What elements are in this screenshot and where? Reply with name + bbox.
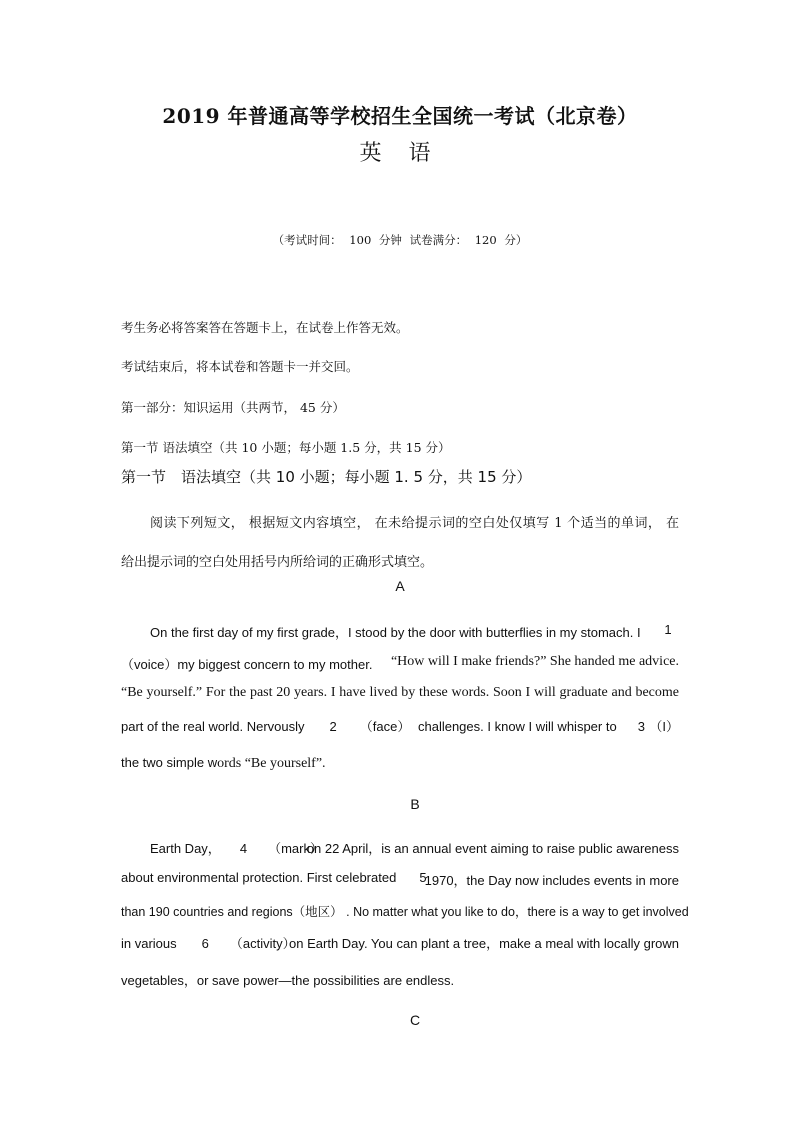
passage-b-text: 1970，the Day now includes events in more [424,873,679,888]
exam-info: （考试时间： 100 分钟 试卷满分： 120 分） [272,233,528,247]
section-one-heading-small: 第一节 语法填空（共 10 小题；每小题 1.5 分，共 15 分） [121,440,451,455]
passage-b-line-5 [121,970,679,989]
blank-5: 5 [419,870,427,885]
passage-a-text: the two simple w [121,755,218,770]
passage-a-line-1 [150,622,679,641]
hint-6: （activity） [229,936,296,951]
blank-4: 4 [239,841,248,856]
passage-b-text: on 22 April，is an annual event aiming to raise public awareness [306,841,679,856]
note-return-papers: 考试结束后，将本试卷和答题卡一并交回。 [121,359,359,374]
passage-b-text: about environmental protection. First celebrated [121,870,397,885]
passage-a-label: A [395,578,405,594]
passage-b-text: Earth Day， [150,841,221,856]
hint-2: （face） [359,719,411,734]
exam-title: 2019 年普通高等学校招生全国统一考试（北京卷） [162,104,638,128]
passage-a-line-5 [121,755,679,772]
blank-3: 3 [637,719,645,734]
subject-title: 英 语 [359,141,441,166]
passage-b-text: than 190 countries and regions（地区） . No matter what you like to do，there is a way to get involved [121,905,689,919]
blank-2: 2 [329,719,337,734]
instructions-line-2: 给出提示词的空白处用括号内所给词的正确形式填空。 [121,555,434,570]
blank-1: 1 [664,622,672,637]
passage-b-line-2 [121,870,679,888]
section-one-heading-large: 第一节 语法填空（共 10 小题；每小题 1. 5 分，共 15 分） [121,468,532,486]
passage-b-label: B [410,796,420,812]
note-answer-sheet: 考生务必将答案答在答题卡上，在试卷上作答无效。 [121,320,409,335]
passage-a-quote: “How will I make friends?” She handed me advice. [390,654,679,669]
passage-a-text: part of the real world. Nervously [121,719,305,734]
passage-a-text: challenges. I know I will whisper to [417,719,617,734]
part-one-heading: 第一部分：知识运用（共两节， 45 分） [121,400,345,415]
passage-a-text: “Be yourself.” For the past 20 years. I have lived by these words. Soon I will graduate and become [121,685,679,700]
passage-a-line-2 [121,654,679,673]
hint-4: （mark） [268,841,323,856]
passage-b-line-1 [150,838,679,857]
passage-b-line-3 [121,902,689,920]
instructions-line-1: 阅读下列短文， 根据短文内容填空， 在未给提示词的空白处仅填写 1 个适当的单词， 在 [150,516,679,531]
passage-b-text: in various [121,936,177,951]
blank-6: 6 [201,936,209,951]
passage-a-text: On the first day of my first grade，I stood by the door with butterflies in my stomach. I [150,625,641,640]
passage-a-text: ords “Be yourself”. [217,756,326,771]
passage-a-text: （voice）my biggest concern to my mother. [121,657,373,672]
passage-b-text: on Earth Day. You can plant a tree，make a meal with locally grown [289,936,679,951]
passage-c-label: C [409,1012,421,1028]
passage-b-text: vegetables，or save power—the possibilities are endless. [121,973,455,988]
passage-a-line-4 [121,716,679,735]
passage-b-line-4 [121,933,679,952]
passage-a-line-3 [121,685,679,701]
hint-3: （I） [649,719,679,734]
